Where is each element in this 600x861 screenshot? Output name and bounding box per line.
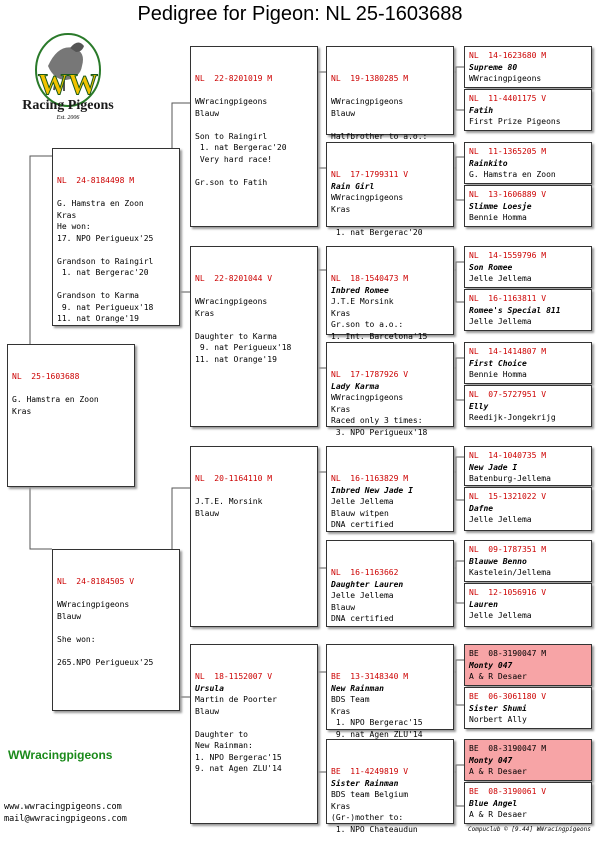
- card-details: G. Hamstra en Zoon: [469, 170, 556, 179]
- card-details: Jelle Jellema: [469, 317, 532, 326]
- ring-number: BE 06-3061180 V: [469, 692, 547, 701]
- ring-number: NL 07-5727951 V: [469, 390, 547, 399]
- ggp-card-8: [326, 739, 454, 834]
- ggp-card-2: [326, 142, 454, 237]
- ring-number: NL 24-8184505 V: [57, 577, 135, 586]
- card-details: BDS Team Kras 1. NPO Bergerac'15 9. nat Agen ZLU'14: [331, 695, 423, 739]
- dam-sire-card: [190, 446, 318, 627]
- pigeon-name: Sister Rainman: [331, 778, 399, 788]
- gggp-card-8: [464, 385, 592, 427]
- ring-number: BE 08-3190047 M: [469, 744, 547, 753]
- card-details: Batenburg-Jellema: [469, 474, 551, 483]
- email-link[interactable]: mail@wwracingpigeons.com: [4, 814, 127, 824]
- card-details: G. Hamstra en Zoon Kras He won: 17. NPO Perigueux'25 Grandson to Raingirl 1. nat Bergerac'20 Grandson to Karma 9. nat Perigueux'18 11. nat Orange'19: [57, 199, 154, 323]
- pigeon-name: Ursula: [195, 683, 224, 693]
- ring-number: NL 14-1414807 M: [469, 347, 547, 356]
- ring-number: NL 16-1163662: [331, 568, 399, 577]
- subject-pigeon-card: [7, 344, 135, 487]
- card-details: Norbert Ally: [469, 715, 527, 724]
- card-details: A & R Desaer: [469, 767, 527, 776]
- pigeon-name: Sister Shumi: [469, 703, 527, 713]
- ggp-card-6: [326, 540, 454, 627]
- card-details: Jelle Jellema: [469, 515, 532, 524]
- pigeon-name: Inbred Romee: [331, 285, 389, 295]
- footer-credit: Compuclub © [9.44] WWracingpigeons: [468, 826, 591, 833]
- ggp-card-5: [326, 446, 454, 532]
- brand-name: WWracingpigeons: [8, 748, 113, 762]
- gggp-card-10: [464, 487, 592, 531]
- ring-number: NL 14-1559796 M: [469, 251, 547, 260]
- card-details: Bennie Homma: [469, 370, 527, 379]
- ggp-card-4: [326, 342, 454, 437]
- ring-number: NL 19-1380285 M: [331, 74, 409, 83]
- ggp-card-3: [326, 246, 454, 341]
- card-details: WWracingpigeons Kras 1. nat Bergerac'20: [331, 193, 423, 237]
- logo-ww: WW: [38, 68, 98, 101]
- pigeon-name: Rainkito: [469, 158, 508, 168]
- pigeon-name: Lady Karma: [331, 381, 380, 391]
- card-details: Jelle Jellema Blauw DNA certified: [331, 591, 394, 623]
- card-details: WWracingpigeons Kras Raced only 3 times: 3. NPO Perigueux'18: [331, 393, 428, 437]
- pigeon-name: Monty 047: [469, 660, 513, 670]
- pigeon-name: Rain Girl: [331, 181, 375, 191]
- pigeon-name: Blue Angel: [469, 798, 518, 808]
- card-details: Jelle Jellema: [469, 274, 532, 283]
- card-details: WWracingpigeons Blauw She won: 265.NPO Perigueux'25: [57, 600, 154, 667]
- card-details: Reedijk-Jongekrijg: [469, 413, 556, 422]
- gggp-card-4: [464, 185, 592, 227]
- card-details: Kastelein/Jellema: [469, 568, 551, 577]
- pigeon-name: First Choice: [469, 358, 527, 368]
- ring-number: NL 25-1603688: [12, 372, 80, 381]
- pigeon-name: Romee's Special 811: [469, 305, 561, 315]
- ring-number: NL 11-1365205 M: [469, 147, 547, 156]
- gggp-card-5: [464, 246, 592, 288]
- ring-number: BE 11-4249819 V: [331, 767, 409, 776]
- pigeon-name: Supreme 80: [469, 62, 518, 72]
- gggp-card-3: [464, 142, 592, 184]
- ring-number: BE 08-3190061 V: [469, 787, 547, 796]
- card-details: Martin de Poorter Blauw Daughter to New Rainman: 1. NPO Bergerac'15 9. nat Agen ZLU'14: [195, 695, 282, 773]
- ring-number: NL 09-1787351 M: [469, 545, 547, 554]
- card-details: J.T.E Morsink Kras Gr.son to a.o.: 1. Int. Barcelona'15: [331, 297, 428, 341]
- pigeon-name: Monty 047: [469, 755, 513, 765]
- gggp-card-2: [464, 89, 592, 131]
- ring-number: NL 16-1163811 V: [469, 294, 547, 303]
- ring-number: NL 12-1056916 V: [469, 588, 547, 597]
- gggp-card-6: [464, 289, 592, 331]
- sire-card: [52, 148, 180, 326]
- card-details: Bennie Homma: [469, 213, 527, 222]
- ring-number: NL 18-1540473 M: [331, 274, 409, 283]
- sire-sire-card: [190, 46, 318, 227]
- pigeon-name: Fatih: [469, 105, 494, 115]
- ring-number: NL 14-1623680 M: [469, 51, 547, 60]
- pigeon-name: Slimme Loesje: [469, 201, 532, 211]
- card-details: WWracingpigeons Blauw Son to Raingirl 1. nat Bergerac'20 Very hard race! Gr.son to Fatih: [195, 97, 287, 187]
- pigeon-name: Lauren: [469, 599, 498, 609]
- ring-number: NL 24-8184498 M: [57, 176, 135, 185]
- ring-number: NL 13-1606889 V: [469, 190, 547, 199]
- dam-card: [52, 549, 180, 711]
- sire-dam-card: [190, 246, 318, 427]
- gggp-card-15: [464, 739, 592, 781]
- logo-est: Est. 2006: [56, 115, 80, 121]
- pigeon-name: Dafne: [469, 503, 494, 513]
- card-details: A & R Desaer: [469, 672, 527, 681]
- card-details: J.T.E. Morsink Blauw: [195, 497, 263, 518]
- ring-number: BE 13-3148340 M: [331, 672, 409, 681]
- card-details: WWracingpigeons Blauw Halfbrother to a.o.:: [331, 97, 428, 141]
- gggp-card-1: [464, 46, 592, 88]
- gggp-card-16: [464, 782, 592, 824]
- ring-number: NL 20-1164110 M: [195, 474, 273, 483]
- pigeon-name: Son Romee: [469, 262, 513, 272]
- pigeon-name: New Rainman: [331, 683, 384, 693]
- gggp-card-14: [464, 687, 592, 729]
- pigeon-name: Daughter Lauren: [331, 579, 404, 589]
- card-details: WWracingpigeons Kras Daughter to Karma 9. nat Perigueux'18 11. nat Orange'19: [195, 297, 292, 364]
- gggp-card-12: [464, 583, 592, 627]
- ring-number: NL 17-1787926 V: [331, 370, 409, 379]
- gggp-card-9: [464, 446, 592, 486]
- pigeon-name: Inbred New Jade I: [331, 485, 413, 495]
- ring-number: NL 22-8201044 V: [195, 274, 273, 283]
- ring-number: NL 14-1040735 M: [469, 451, 547, 460]
- card-details: A & R Desaer: [469, 810, 527, 819]
- card-details: First Prize Pigeons: [469, 117, 561, 126]
- ring-number: NL 16-1163829 M: [331, 474, 409, 483]
- gggp-card-7: [464, 342, 592, 384]
- pigeon-name: Elly: [469, 401, 489, 411]
- contact-info: [4, 801, 127, 825]
- ring-number: NL 15-1321022 V: [469, 492, 547, 501]
- logo-subtitle: Racing Pigeons: [22, 98, 114, 113]
- ring-number: BE 08-3190047 M: [469, 649, 547, 658]
- ring-number: NL 18-1152007 V: [195, 672, 273, 681]
- website-link[interactable]: www.wwracingpigeons.com: [4, 802, 122, 812]
- ring-number: NL 11-4401175 V: [469, 94, 547, 103]
- ring-number: NL 22-8201019 M: [195, 74, 273, 83]
- card-details: Jelle Jellema: [469, 611, 532, 620]
- pigeon-name: New Jade I: [469, 462, 518, 472]
- dam-dam-card: [190, 644, 318, 824]
- gggp-card-13: [464, 644, 592, 686]
- ggp-card-7: [326, 644, 454, 739]
- gggp-card-11: [464, 540, 592, 582]
- pigeon-name: Blauwe Benno: [469, 556, 527, 566]
- card-details: BDS team Belgium Kras (Gr-)mother to: 1. NPO Chateaudun: [331, 790, 418, 834]
- ring-number: NL 17-1799311 V: [331, 170, 409, 179]
- card-details: Jelle Jellema Blauw witpen DNA certified: [331, 497, 394, 529]
- ggp-card-1: [326, 46, 454, 141]
- card-details: G. Hamstra en Zoon Kras: [12, 395, 99, 416]
- page-title: Pedigree for Pigeon: NL 25-1603688: [137, 3, 463, 25]
- card-details: WWracingpigeons: [469, 74, 542, 83]
